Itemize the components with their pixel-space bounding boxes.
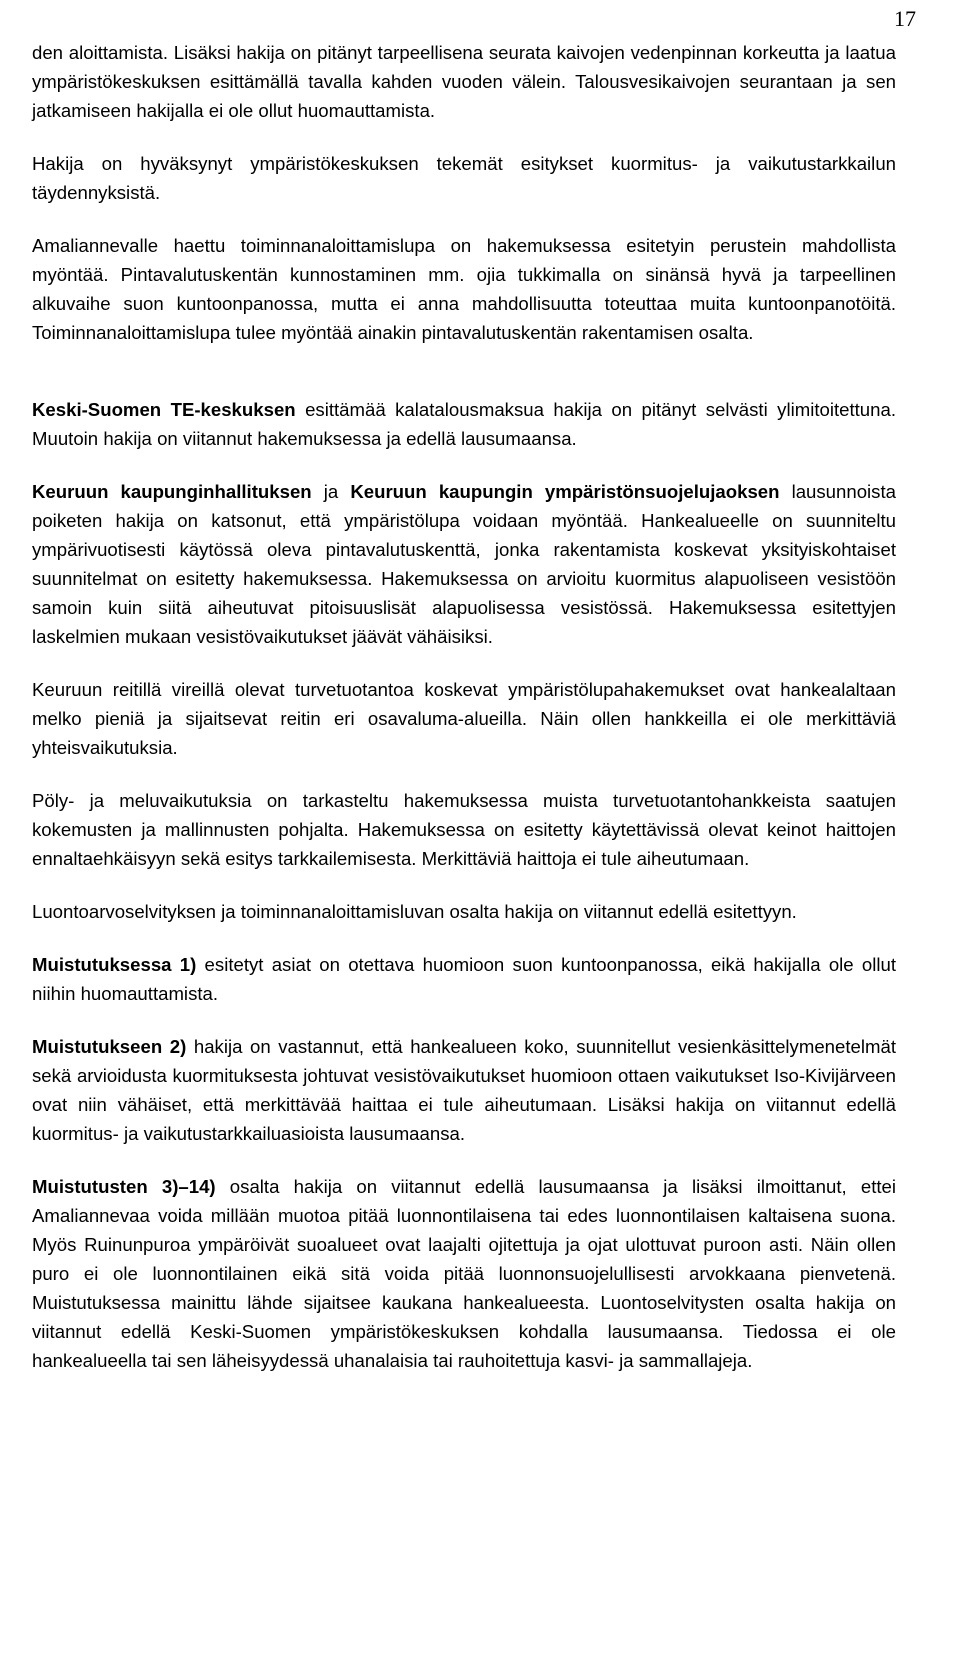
bold-term: Keski-Suomen TE-keskuksen — [32, 399, 296, 420]
paragraph-muistutus-1: Muistutuksessa 1) esitetyt asiat on otettava huomioon suon kuntoonpanossa, eikä hakijalla ole ollut niihin huomauttamista. — [32, 954, 896, 1004]
paragraph-toiminnanaloittamislupa: Amaliannevalle haettu toiminnanaloittamislupa on hakemuksessa esitetyin perustein mahdollista myöntää. Pintavalutuskentän kunnostaminen mm. ojia tukkimalla on sinänsä hyvä ja tarpeellinen alkuvaihe suon kuntoonpanossa, mutta ei anna mahdollisuutta toteuttaa muita kuntoonpanotöitä. Toiminnanaloittamislupa tulee myöntää ainakin pintavalutuskentän rakentamisen osalta. — [32, 235, 896, 343]
paragraph-poly-melu: Pöly- ja meluvaikutuksia on tarkasteltu hakemuksessa muista turvetuotantohankkeista saatujen kokemusten ja mallinnusten pohjalta. Hakemuksessa on esitetty käytettävissä olevat keinot haittojen ennaltaehkäisyyn sekä esitys tarkkailemisesta. Merkittäviä haittoja ei tule aiheutumaan. — [32, 790, 896, 869]
document-body — [32, 38, 896, 1399]
paragraph-yhteisvaikutukset: Keuruun reitillä vireillä olevat turvetuotantoa koskevat ympäristölupahakemukset ovat hankealaltaan melko pieniä ja sijaitsevat reitin eri osavaluma-alueilla. Näin ollen hankkeilla ei ole merkittäviä yhteisvaikutuksia. — [32, 679, 896, 758]
paragraph-keuruu-lausunnot: Keuruun kaupunginhallituksen ja Keuruun kaupungin ympäristönsuojelujaoksen lausunnoista poiketen hakija on katsonut, että ympäristölupa voidaan myöntää. Hankealueelle on suunniteltu ympärivuotisesti käytössä oleva pintavalutuskenttä, jonka rakentamista koskevat yksityiskohtaiset suunnitelmat on esitetty hakemuksessa. Hakemuksessa on arvioitu kuormitus alapuoliseen vesistöön samoin kuin siitä aiheutuvat pitoisuuslisät alapuolisessa vesistössä. Hakemuksessa esitettyjen laskelmien mukaan vesistövaikutukset jäävät vähäisiksi. — [32, 481, 896, 647]
bold-term: Muistutukseen 2) — [32, 1036, 187, 1057]
paragraph-muistutus-2: Muistutukseen 2) hakija on vastannut, että hankealueen koko, suunnitellut vesienkäsittelymenetelmät sekä arvioidusta kuormituksesta johtuvat vesistövaikutukset huomioon ottaen vaikutukset Iso-Kivijärveen ovat niin vähäiset, että merkittävää haittaa ei tule aiheutumaan. Lisäksi hakija on viitannut edellä kuormitus- ja vaikutustarkkailuasioista lausumaansa. — [32, 1036, 896, 1144]
page-number: 17 — [894, 6, 916, 31]
paragraph-kaivojen-seuranta: den aloittamista. Lisäksi hakija on pitänyt tarpeellisena seurata kaivojen vedenpinnan korkeutta ja laatua ympäristökeskuksen esittämällä tavalla kahden vuoden välein. Talousvesikaivojen seurantaan ja sen jatkamiseen hakijalla ei ole ollut huomauttamista. — [32, 42, 896, 121]
bold-term: Keuruun kaupunginhallituksen — [32, 481, 312, 502]
bold-term: Muistutuksessa 1) — [32, 954, 197, 975]
paragraph-te-keskus: Keski-Suomen TE-keskuksen esittämää kalatalousmaksua hakija on pitänyt selvästi ylimitoitettuna. Muutoin hakija on viitannut hakemuksessa ja edellä lausumaansa. — [32, 399, 896, 449]
bold-term: Muistutusten 3)–14) — [32, 1176, 216, 1197]
bold-term: Keuruun kaupungin ympäristönsuojelujaoksen — [350, 481, 780, 502]
paragraph-muistutukset-3-14: Muistutusten 3)–14) osalta hakija on viitannut edellä lausumaansa ja lisäksi ilmoittanut, ettei Amaliannevaa voida millään muotoa pitää luonnontilaisena tai edes luonnontilaisen kaltaisena suona. Myös Ruinunpuroa ympäröivät suoalueet ovat laajalti ojitettuja ja ojat ulottuvat puroon asti. Näin ollen puro ei ole luonnontilainen eikä sitä voida pitää luonnonsuojelullisesti arvokkaana pienvetenä. Muistutuksessa mainittu lähde sijaitsee kaukana hankealueesta. Luontoselvitysten osalta hakija on viitannut edellä Keski-Suomen ympäristökeskuksen kohdalla lausumaansa. Tiedossa ei ole hankealueella tai sen läheisyydessä uhanalaisia tai rauhoitettuja kasvi- ja sammallajeja. — [32, 1176, 896, 1371]
paragraph-tarkkailun-taydennykset: Hakija on hyväksynyt ympäristökeskuksen tekemät esitykset kuormitus- ja vaikutustarkkailun täydennyksistä. — [32, 153, 896, 203]
paragraph-luontoarvoselvitys: Luontoarvoselvityksen ja toiminnanaloittamisluvan osalta hakija on viitannut edellä esitettyyn. — [32, 901, 797, 922]
